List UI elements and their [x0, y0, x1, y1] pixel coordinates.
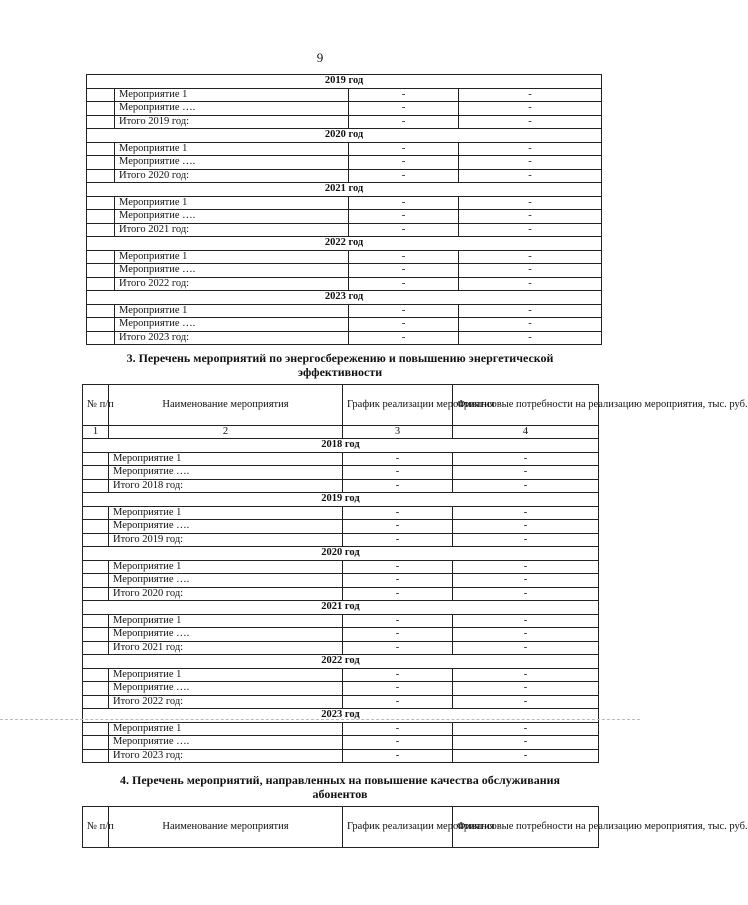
activity-name: Мероприятие 1: [115, 196, 349, 210]
row-number-cell: [83, 695, 109, 709]
finance-cell: -: [453, 574, 599, 588]
finance-cell: -: [459, 156, 602, 170]
row-number-cell: [87, 102, 115, 116]
schedule-cell: -: [349, 115, 459, 129]
year-label: 2023 год: [83, 709, 599, 723]
year-row: [87, 183, 602, 197]
section3-header-num: № п/п: [83, 385, 109, 426]
schedule-cell: -: [343, 628, 453, 642]
section4-header-finance: Финансовые потребности на реализацию мероприятия, тыс. руб.: [453, 807, 599, 848]
total-label: Итого 2022 год:: [109, 695, 343, 709]
activity-row: [87, 210, 602, 224]
section3-colnum-2: 2: [109, 426, 343, 439]
schedule-cell: -: [343, 520, 453, 534]
finance-cell: -: [459, 169, 602, 183]
total-label: Итого 2021 год:: [109, 641, 343, 655]
section3-header-finance: Финансовые потребности на реализацию мероприятия, тыс. руб.: [453, 385, 599, 426]
section3-colnum-3: 3: [343, 426, 453, 439]
finance-cell: -: [459, 142, 602, 156]
activity-name: Мероприятие 1: [115, 142, 349, 156]
schedule-cell: -: [349, 331, 459, 345]
year-label: 2019 год: [83, 493, 599, 507]
section3-colnum-1: 1: [83, 426, 109, 439]
schedule-cell: -: [343, 452, 453, 466]
finance-cell: -: [459, 102, 602, 116]
activity-row: [83, 466, 599, 480]
finance-cell: -: [459, 331, 602, 345]
year-label: 2020 год: [83, 547, 599, 561]
activity-name: Мероприятие 1: [109, 722, 343, 736]
finance-cell: -: [453, 452, 599, 466]
finance-cell: -: [453, 614, 599, 628]
row-number-cell: [83, 520, 109, 534]
activity-row: [87, 264, 602, 278]
activity-name: Мероприятие 1: [115, 250, 349, 264]
total-label: Итого 2023 год:: [109, 749, 343, 763]
total-row: [87, 223, 602, 237]
activity-name: Мероприятие 1: [109, 614, 343, 628]
schedule-cell: -: [349, 196, 459, 210]
activity-name: Мероприятие ….: [109, 628, 343, 642]
year-row: [87, 237, 602, 251]
activity-row: [83, 736, 599, 750]
row-number-cell: [87, 304, 115, 318]
activity-row: [87, 318, 602, 332]
activity-name: Мероприятие 1: [115, 304, 349, 318]
row-number-cell: [83, 628, 109, 642]
schedule-cell: -: [349, 304, 459, 318]
activity-row: [83, 628, 599, 642]
row-number-cell: [87, 88, 115, 102]
total-row: [83, 587, 599, 601]
section3-table-body: [83, 439, 599, 763]
row-number-cell: [83, 722, 109, 736]
schedule-cell: -: [343, 641, 453, 655]
row-number-cell: [83, 736, 109, 750]
schedule-cell: -: [349, 210, 459, 224]
activity-name: Мероприятие ….: [109, 520, 343, 534]
row-number-cell: [83, 668, 109, 682]
schedule-cell: -: [343, 587, 453, 601]
total-row: [83, 695, 599, 709]
schedule-cell: -: [343, 682, 453, 696]
finance-cell: -: [453, 628, 599, 642]
activity-row: [83, 722, 599, 736]
year-row: [87, 129, 602, 143]
activity-name: Мероприятие ….: [109, 736, 343, 750]
activity-row: [87, 250, 602, 264]
activity-name: Мероприятие ….: [115, 102, 349, 116]
schedule-cell: -: [349, 250, 459, 264]
activity-row: [83, 614, 599, 628]
scan-dotted-line: [0, 719, 640, 720]
total-row: [83, 641, 599, 655]
finance-cell: -: [459, 277, 602, 291]
activity-name: Мероприятие ….: [115, 264, 349, 278]
finance-cell: -: [453, 641, 599, 655]
row-number-cell: [87, 318, 115, 332]
finance-cell: -: [453, 533, 599, 547]
activity-name: Мероприятие 1: [109, 452, 343, 466]
section4-header-name: Наименование мероприятия: [109, 807, 343, 848]
total-label: Итого 2020 год:: [115, 169, 349, 183]
finance-cell: -: [453, 560, 599, 574]
row-number-cell: [83, 749, 109, 763]
total-row: [87, 169, 602, 183]
total-label: Итого 2021 год:: [115, 223, 349, 237]
activity-row: [83, 506, 599, 520]
section4-header-schedule: График реализации мероприятия: [343, 807, 453, 848]
schedule-cell: -: [343, 749, 453, 763]
activity-name: Мероприятие 1: [109, 668, 343, 682]
year-label: 2022 год: [87, 237, 602, 251]
finance-cell: -: [453, 506, 599, 520]
row-number-cell: [87, 142, 115, 156]
activity-name: Мероприятие 1: [115, 88, 349, 102]
total-label: Итого 2022 год:: [115, 277, 349, 291]
row-number-cell: [83, 466, 109, 480]
schedule-cell: -: [343, 506, 453, 520]
row-number-cell: [83, 560, 109, 574]
activity-name: Мероприятие ….: [109, 466, 343, 480]
year-label: 2021 год: [83, 601, 599, 615]
section3-colnum-4: 4: [453, 426, 599, 439]
row-number-cell: [83, 682, 109, 696]
year-label: 2019 год: [87, 75, 602, 89]
total-label: Итого 2018 год:: [109, 479, 343, 493]
section4-table: [82, 806, 748, 848]
top-table-body: [87, 75, 602, 345]
row-number-cell: [87, 196, 115, 210]
total-label: Итого 2020 год:: [109, 587, 343, 601]
section4-header-num: № п/п: [83, 807, 109, 848]
year-row: [83, 655, 599, 669]
finance-cell: -: [459, 196, 602, 210]
schedule-cell: -: [349, 88, 459, 102]
row-number-cell: [83, 506, 109, 520]
finance-cell: -: [453, 479, 599, 493]
schedule-cell: -: [343, 560, 453, 574]
year-label: 2018 год: [83, 439, 599, 453]
total-row: [87, 277, 602, 291]
finance-cell: -: [459, 115, 602, 129]
activity-row: [87, 304, 602, 318]
total-label: Итого 2019 год:: [115, 115, 349, 129]
row-number-cell: [83, 452, 109, 466]
section3-table: [82, 384, 748, 763]
total-row: [83, 479, 599, 493]
schedule-cell: -: [343, 736, 453, 750]
section3-heading-line1: 3. Перечень мероприятий по энергосбережению и повышению энергетической: [126, 351, 554, 365]
row-number-cell: [87, 115, 115, 129]
section3-header-name: Наименование мероприятия: [109, 385, 343, 426]
schedule-cell: -: [349, 277, 459, 291]
row-number-cell: [87, 250, 115, 264]
activity-row: [87, 156, 602, 170]
activity-row: [83, 682, 599, 696]
schedule-cell: -: [343, 722, 453, 736]
schedule-cell: -: [343, 466, 453, 480]
section3-heading-line2: эффективности: [297, 365, 383, 379]
activity-name: Мероприятие ….: [115, 156, 349, 170]
top-table: [86, 74, 602, 345]
row-number-cell: [83, 479, 109, 493]
activity-row: [83, 452, 599, 466]
schedule-cell: -: [343, 668, 453, 682]
finance-cell: -: [453, 736, 599, 750]
schedule-cell: -: [349, 318, 459, 332]
schedule-cell: -: [349, 142, 459, 156]
year-row: [83, 493, 599, 507]
section4-heading-line2: абонентов: [312, 787, 368, 801]
total-label: Итого 2019 год:: [109, 533, 343, 547]
activity-row: [87, 88, 602, 102]
activity-name: Мероприятие ….: [115, 318, 349, 332]
finance-cell: -: [453, 749, 599, 763]
section3-heading: [60, 351, 620, 379]
total-row: [87, 331, 602, 345]
finance-cell: -: [459, 304, 602, 318]
activity-row: [87, 142, 602, 156]
finance-cell: -: [453, 682, 599, 696]
finance-cell: -: [453, 466, 599, 480]
total-label: Итого 2023 год:: [115, 331, 349, 345]
activity-name: Мероприятие ….: [109, 574, 343, 588]
year-row: [83, 601, 599, 615]
row-number-cell: [87, 156, 115, 170]
activity-row: [87, 196, 602, 210]
activity-row: [83, 574, 599, 588]
schedule-cell: -: [343, 533, 453, 547]
activity-row: [87, 102, 602, 116]
schedule-cell: -: [349, 223, 459, 237]
activity-name: Мероприятие ….: [109, 682, 343, 696]
row-number-cell: [83, 614, 109, 628]
finance-cell: -: [453, 587, 599, 601]
section3-header-schedule: График реализации мероприятия: [343, 385, 453, 426]
activity-row: [83, 668, 599, 682]
year-label: 2022 год: [83, 655, 599, 669]
schedule-cell: -: [343, 479, 453, 493]
finance-cell: -: [459, 223, 602, 237]
activity-row: [83, 560, 599, 574]
finance-cell: -: [453, 668, 599, 682]
page-number: 9: [316, 50, 324, 65]
schedule-cell: -: [349, 264, 459, 278]
finance-cell: -: [459, 264, 602, 278]
year-label: 2020 год: [87, 129, 602, 143]
row-number-cell: [87, 169, 115, 183]
schedule-cell: -: [349, 156, 459, 170]
row-number-cell: [87, 223, 115, 237]
schedule-cell: -: [343, 574, 453, 588]
activity-name: Мероприятие 1: [109, 560, 343, 574]
finance-cell: -: [459, 88, 602, 102]
schedule-cell: -: [343, 695, 453, 709]
row-number-cell: [83, 587, 109, 601]
year-row: [87, 291, 602, 305]
row-number-cell: [87, 210, 115, 224]
row-number-cell: [83, 533, 109, 547]
year-row: [83, 547, 599, 561]
section4-heading-line1: 4. Перечень мероприятий, направленных на повышение качества обслуживания: [119, 773, 561, 787]
activity-name: Мероприятие ….: [115, 210, 349, 224]
finance-cell: -: [453, 695, 599, 709]
finance-cell: -: [459, 250, 602, 264]
section4-heading: [60, 773, 620, 801]
activity-name: Мероприятие 1: [109, 506, 343, 520]
schedule-cell: -: [349, 169, 459, 183]
row-number-cell: [87, 277, 115, 291]
year-row: [83, 439, 599, 453]
schedule-cell: -: [349, 102, 459, 116]
row-number-cell: [83, 641, 109, 655]
year-row: [87, 75, 602, 89]
activity-row: [83, 520, 599, 534]
total-row: [87, 115, 602, 129]
row-number-cell: [83, 574, 109, 588]
finance-cell: -: [459, 210, 602, 224]
total-row: [83, 533, 599, 547]
year-label: 2023 год: [87, 291, 602, 305]
row-number-cell: [87, 331, 115, 345]
year-label: 2021 год: [87, 183, 602, 197]
finance-cell: -: [459, 318, 602, 332]
schedule-cell: -: [343, 614, 453, 628]
finance-cell: -: [453, 520, 599, 534]
total-row: [83, 749, 599, 763]
finance-cell: -: [453, 722, 599, 736]
row-number-cell: [87, 264, 115, 278]
